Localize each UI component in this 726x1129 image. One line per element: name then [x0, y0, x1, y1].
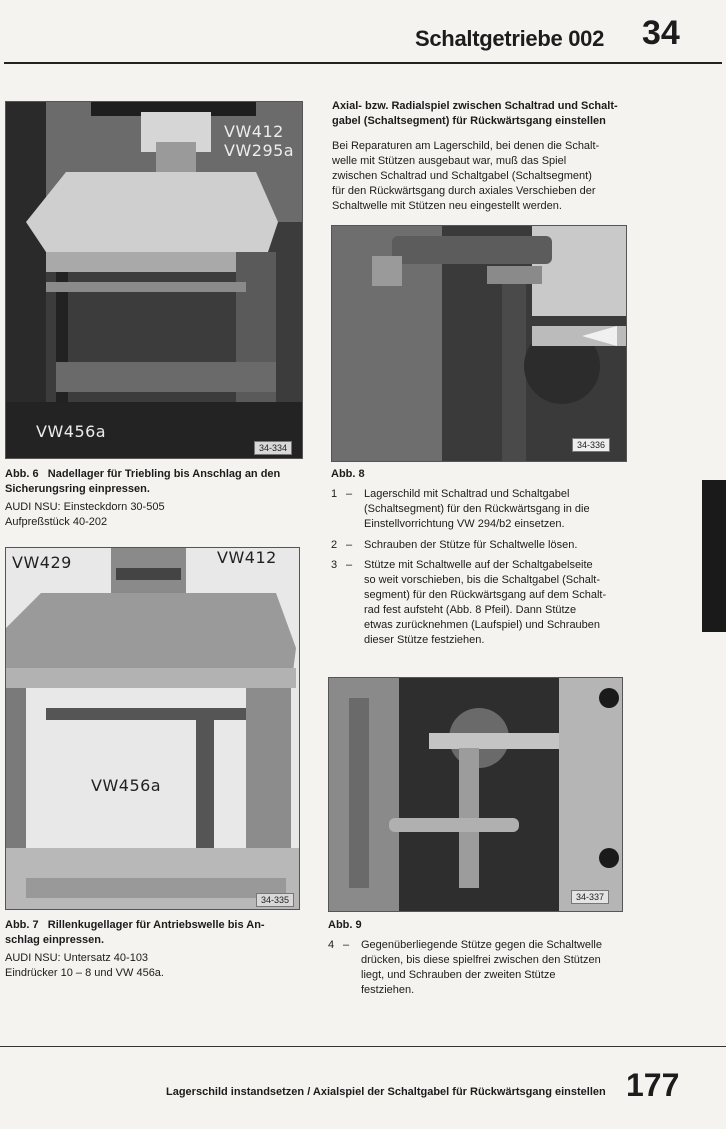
figure-8-caption: [331, 467, 365, 482]
fig9-caption-label: Abb. 9: [328, 919, 362, 931]
fig7-caption-line1: Rillenkugellager für Antriebswelle bis An-: [47, 919, 265, 931]
intro-line: für den Rückwärtsgang durch axiales Verschieben der: [332, 185, 596, 197]
section-heading: [332, 99, 702, 129]
fig6-caption-line2: Sicherungsring einpressen.: [5, 483, 150, 495]
fig6-label-vw456a: VW456a: [36, 422, 107, 441]
step-line: etwas zurücknehmen (Laufspiel) und Schrauben: [364, 619, 601, 631]
fig7-tool-line2: Eindrücker 10 – 8 und VW 456a.: [5, 967, 164, 979]
step-line: rad fest aufsteht (Abb. 8 Pfeil). Dann Stütze: [364, 604, 577, 616]
step-line: festziehen.: [361, 984, 415, 996]
intro-line: zwischen Schaltrad und Schaltgabel (Schaltsegment): [332, 170, 592, 182]
step-line: drücken, bis diese spielfrei zwischen den Stützen: [361, 954, 601, 966]
step-line: Schrauben der Stütze für Schaltwelle lösen.: [364, 539, 578, 551]
step-number: 1: [331, 488, 338, 500]
figure-7-photo: [5, 547, 300, 910]
step-dash: –: [346, 539, 353, 551]
step-line: Gegenüberliegende Stütze gegen die Schaltwelle: [361, 939, 602, 951]
footer-title: Lagerschild instandsetzen / Axialspiel der Schaltgabel für Rückwärtsgang einstellen: [166, 1086, 606, 1098]
section-intro: [332, 139, 702, 214]
step-line: Einstellvorrichtung VW 294/b2 einsetzen.: [364, 518, 565, 530]
fig6-label-vw412: VW412: [224, 122, 284, 141]
chapter-number: 34: [642, 14, 680, 52]
figure-6-caption: [5, 467, 305, 530]
step-dash: –: [346, 559, 353, 571]
footer-rule: [0, 1046, 726, 1047]
intro-line: Bei Reparaturen am Lagerschild, bei denen die Schalt-: [332, 140, 600, 152]
step-line: Lagerschild mit Schaltrad und Schaltgabel: [364, 488, 570, 500]
section-heading-line2: gabel (Schaltsegment) für Rückwärtsgang einstellen: [332, 115, 606, 127]
fig7-caption-label: Abb. 7: [5, 919, 39, 931]
step-line: liegt, und Schrauben der zweiten Stütze: [361, 969, 556, 981]
figure-7-caption: [5, 918, 305, 981]
page-number: 177: [626, 1067, 680, 1103]
step-number: 2: [331, 539, 338, 551]
fig7-tool-line1: AUDI NSU: Untersatz 40-103: [5, 952, 149, 964]
step-line: (Schaltsegment) für den Rückwärtsgang in die: [364, 503, 590, 515]
step-line: Stütze mit Schaltwelle auf der Schaltgabelseite: [364, 559, 593, 571]
fig7-label-vw412: VW412: [217, 548, 277, 567]
fig6-photo-number: 34-334: [254, 441, 292, 455]
figure-9-caption: [328, 918, 362, 933]
fig9-photo-number: 34-337: [571, 890, 609, 904]
intro-line: Schaltwelle mit Stützen neu eingestellt werden.: [332, 200, 562, 212]
step-line: so weit vorschieben, bis die Schaltgabel (Schalt-: [364, 574, 601, 586]
fig8-caption-label: Abb. 8: [331, 468, 365, 480]
fig6-caption-line1: Nadellager für Triebling bis Anschlag an den: [47, 468, 281, 480]
fig6-tool-line2: Aufpreßstück 40-202: [5, 516, 108, 528]
figure-8-photo: [331, 225, 627, 462]
step-dash: –: [343, 939, 350, 951]
step-number: 4: [328, 939, 335, 951]
fig8-photo-number: 34-336: [572, 438, 610, 452]
fig7-caption-line2: schlag einpressen.: [5, 934, 105, 946]
fig7-photo-number: 34-335: [256, 893, 294, 907]
section-heading-line1: Axial- bzw. Radialspiel zwischen Schaltrad und Schalt-: [332, 100, 618, 112]
figure-6-photo: [5, 101, 303, 459]
step-dash: –: [346, 488, 353, 500]
fig7-label-vw456a: VW456a: [91, 776, 162, 795]
step-number: 3: [331, 559, 338, 571]
fig6-tool-line1: AUDI NSU: Einsteckdorn 30-505: [5, 501, 165, 513]
fig6-caption-label: Abb. 6: [5, 468, 39, 480]
step-line: segment) für den Rückwärtsgang auf dem Schalt-: [364, 589, 607, 601]
intro-line: welle mit Stützen ausgebaut war, muß das Spiel: [332, 155, 567, 167]
fig6-label-vw295a: VW295a: [224, 141, 295, 160]
page-header-title: Schaltgetriebe 002: [415, 26, 605, 51]
step-line: dieser Stütze festziehen.: [364, 634, 485, 646]
fig7-label-vw429: VW429: [12, 553, 72, 572]
chapter-tab-marker: [702, 480, 726, 632]
header-rule: [4, 62, 722, 64]
figure-9-photo: [328, 677, 623, 912]
